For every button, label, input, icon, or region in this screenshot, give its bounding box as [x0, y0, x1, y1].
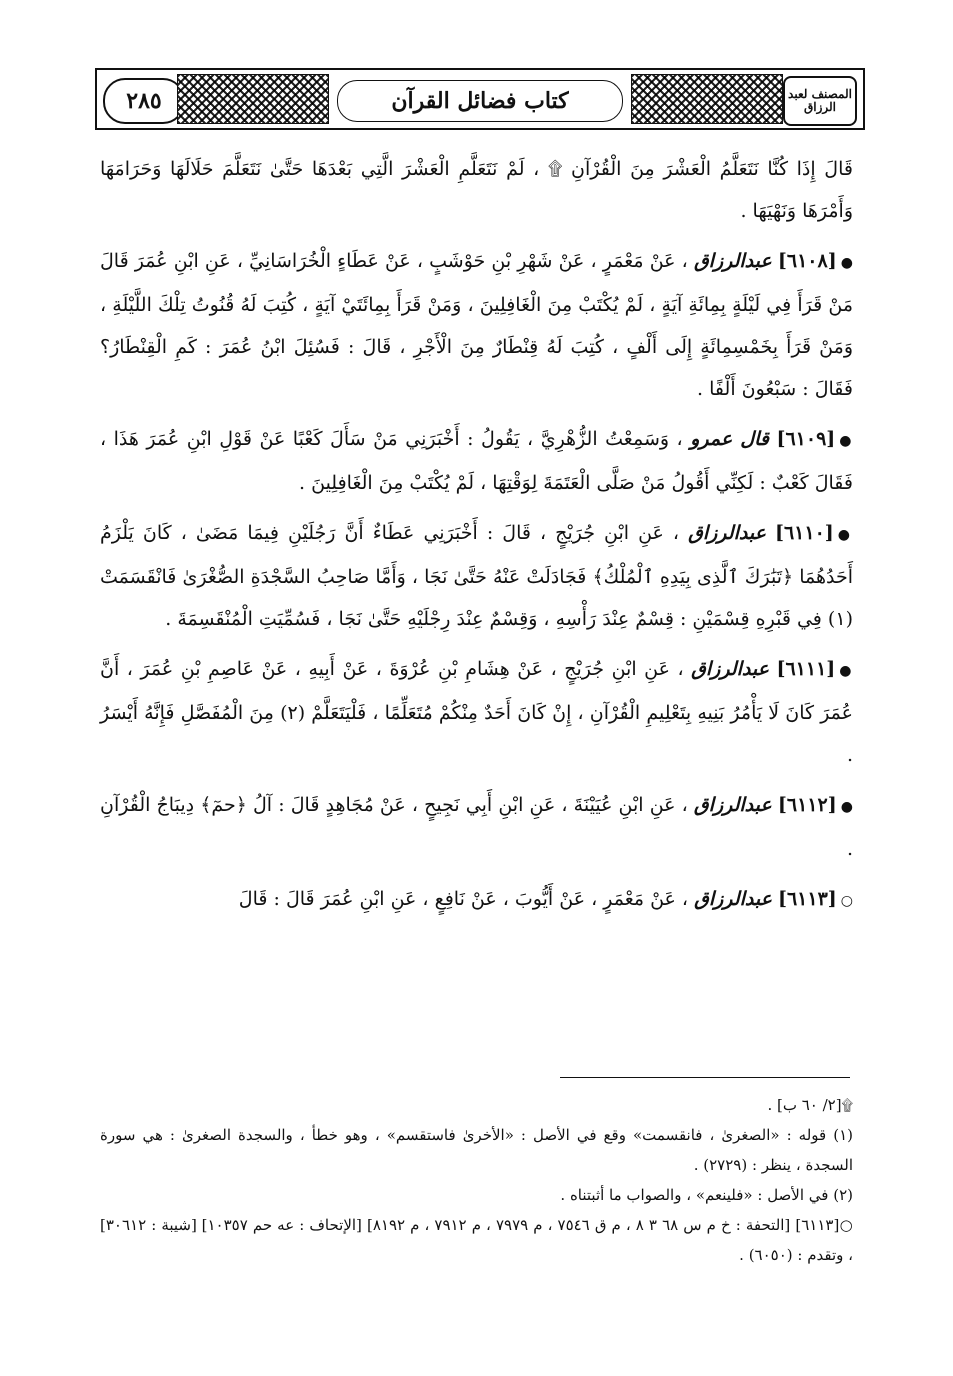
page-header	[95, 68, 865, 130]
ornament-left	[177, 74, 329, 124]
footnote: ○[٦١١٣] [التحفة : خ م س ٦٨ ٣ ٨ ، م ق ٧٥٤٦ ، م ٧٩٧٩ ، م ٧٩١٢ ، م ٨١٩٢] [الإتحاف : عه حم ١٠٣٥٧] [شيبة : ٣٠٦١٢] ، وتقدم : (٦٠٥٠) .	[100, 1216, 853, 1264]
hadith-text: ، عَنْ مَعْمَرٍ ، عَنْ أَيُّوبَ ، عَنْ نَافِعٍ ، عَنِ ابْنِ عُمَرَ قَالَ : قَالَ	[238, 888, 689, 910]
hadith-marker: ○	[840, 893, 853, 909]
hadith-paragraph	[100, 512, 853, 640]
hadith-text: ، عَنِ ابْنِ عُيَيْنَةَ ، عَنِ ابْنِ أَبِي نَجِيحٍ ، عَنْ مُجَاهِدٍ قَالَ : آلُ ﴿حمٓ﴾ دِيبَاجُ الْقُرْآنِ .	[100, 794, 853, 860]
hadith-paragraph	[100, 784, 853, 870]
book-logo: المصنف لعبد الرزاق	[783, 76, 857, 126]
hadith-marker: ●	[840, 255, 854, 271]
narrator-name: عبدالرزاق	[688, 522, 766, 544]
hadith-number: [٦١١١]	[776, 658, 836, 680]
footnotes	[100, 1090, 853, 1270]
paragraph	[100, 148, 853, 232]
hadith-paragraph	[100, 240, 853, 410]
hadith-paragraph	[100, 648, 853, 776]
hadith-paragraph	[100, 878, 853, 922]
hadith-marker: ●	[839, 663, 853, 679]
narrator-name: عبدالرزاق	[693, 794, 772, 816]
footnote-divider	[560, 1077, 850, 1078]
book-title: كتاب فضائل القرآن	[337, 80, 623, 122]
hadith-text: ، عَنِ ابْنِ جُرَيْجٍ ، عَنْ هِشَامِ بْنِ عُرْوَةَ ، عَنْ أَبِيهِ ، عَنْ عَاصِمِ بْنِ عُمَرَ ، أَنَّ عُمَرَ كَانَ لَا يَأْمُرُ بَنِيهِ بِتَعْلِيمِ الْقُرْآنِ ، إِنْ كَانَ أَحَدٌ مِنْكُمْ مُتَعَلِّمًا ، فَلْيَتَعَلَّمْ (٢) مِنَ الْمُفَصَّلِ فَإِنَّهُ أَيْسَرُ .	[100, 658, 853, 766]
hadith-number: [٦١١٠]	[774, 522, 834, 544]
hadith-text: ، عَنْ مَعْمَرٍ ، عَنْ شَهْرِ بْنِ حَوْشَبٍ ، عَنْ عَطَاءٍ الْخُرَاسَانِيِّ ، عَنِ ابْنِ عُمَرَ قَالَ مَنْ قَرَأَ فِي لَيْلَةٍ بِمِائَةِ آيَةٍ ، لَمْ يُكْتَبْ مِنَ الْغَافِلِينَ ، وَمَنْ قَرَأَ بِمِائَتَيْ آيَةٍ ، كُتِبَ لَهُ قُنُوتُ تِلْكَ اللَّيْلَةِ ، وَمَنْ قَرَأَ بِخَمْسِمِائَةٍ إِلَى أَلْفٍ ، كُتِبَ لَهُ قِنْطَارٌ مِنَ الْأَجْرِ ، قَالَ : فَسُئِلَ ابْنُ عُمَرَ : كَمِ الْقِنْطَارُ؟ فَقَالَ : سَبْعُونَ أَلْفًا .	[100, 250, 853, 400]
ornament-right	[631, 74, 783, 124]
narrator-name: عبدالرزاق	[693, 250, 772, 272]
hadith-paragraph	[100, 418, 853, 504]
hadith-marker: ●	[837, 527, 853, 543]
narrator-name: عبدالرزاق	[691, 658, 769, 680]
main-text	[100, 148, 853, 930]
footnote: (٢) في الأصل : «فلينعم» ، والصواب ما أثبتناه .	[560, 1186, 853, 1204]
hadith-number: [٦١٠٩]	[776, 428, 836, 450]
paragraph-text: قَالَ إِذَا كُنَّا نَتَعَلَّمُ الْعَشْرَ مِنَ الْقُرْآنِ ۩ ، لَمْ نَتَعَلَّمِ الْعَشْرَ الَّتِي بَعْدَهَا حَتَّىٰ نَتَعَلَّمَ حَلَالَهَا وَحَرَامَهَا وَأَمْرَهَا وَنَهْيَهَا .	[100, 158, 853, 222]
page-number: ٢٨٥	[103, 78, 185, 124]
hadith-text: ، عَنِ ابْنِ جُرَيْجٍ ، قَالَ : أَخْبَرَنِي عَطَاءٌ أَنَّ رَجُلَيْنِ فِيمَا مَضَىٰ ، كَانَ يَلْزَمُ أَحَدُهُمَا ﴿تَبَٰرَكَ ٱلَّذِى بِيَدِهِ ٱلْمُلْكُ﴾ فَجَادَلَتْ عَنْهُ حَتَّىٰ نَجَا ، وَأَمَّا صَاحِبُ السَّجْدَةِ الصُّغْرَىٰ فَانْقَسَمَتْ (١) فِي قَبْرِهِ قِسْمَيْنِ : قِسْمٌ عِنْدَ رَأْسِهِ ، وَقِسْمٌ عِنْدَ رِجْلَيْهِ حَتَّىٰ نَجَا ، فَسُمِّيَتِ الْمُنْقَسِمَةَ .	[100, 522, 853, 630]
hadith-marker: ●	[839, 433, 853, 449]
hadith-number: [٦١٠٨]	[777, 250, 837, 272]
hadith-number: [٦١١٢]	[777, 794, 837, 816]
footnote: ۩[٢/ ٦٠ ب] .	[767, 1096, 853, 1114]
footnote: (١) قوله : «الصغرىٰ ، فانقسمت» وقع في الأصل : «الأخرىٰ فاستقسم» ، وهو خطأ ، والسجدة الصغرىٰ : هي سورة السجدة ، ينظر : (٢٧٢٩) .	[100, 1126, 853, 1174]
narrator-name: عبدالرزاق	[694, 888, 772, 910]
hadith-text: ، وَسَمِعْتُ الزُّهْرِيَّ ، يَقُولُ : أَخْبَرَنِي مَنْ سَأَلَ كَعْبًا عَنْ قَوْلِ ابْنِ عُمَرَ هَذَا ، فَقَالَ كَعْبٌ : لَكِنِّي أَقُولُ مَنْ صَلَّى الْعَتَمَةَ لِوَقْتِهَا ، لَمْ يُكْتَبْ مِنَ الْغَافِلِينَ .	[100, 428, 853, 494]
hadith-number: [٦١١٣]	[777, 888, 837, 910]
narrator-name: قال عمرو	[690, 428, 769, 450]
hadith-marker: ●	[840, 799, 853, 815]
